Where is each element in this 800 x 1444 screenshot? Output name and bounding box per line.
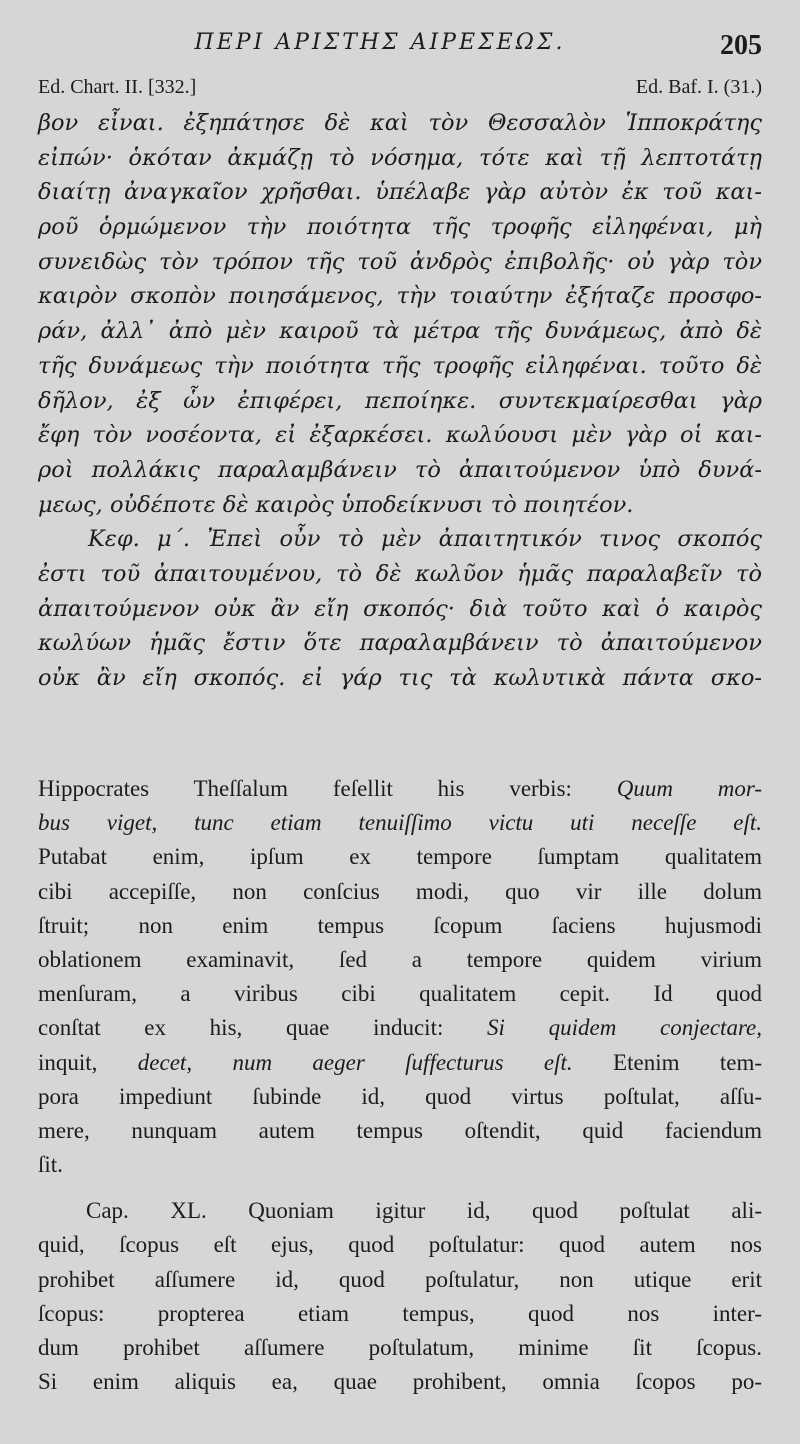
greek-line: εἰπών· ὁκόταν ἀκμάζῃ τὸ νόσημα, τότε καὶ τῇ λεπτοτάτῃ [38,144,762,171]
greek-line: ἔφη τὸν νοσέοντα, εἰ ἐξαρκέσει. κωλύουσι μὲν γὰρ οἱ και- [38,422,762,449]
edition-basel: Ed. Baf. I. (31.) [635,76,762,98]
latin-line: ſcopus: propterea etiam tempus, quod nos inter- [38,1300,762,1326]
greek-line: τῆς δυνάμεως τὴν ποιότητα τῆς τροφῆς εἰληφέναι. τοῦτο δὲ [38,352,762,379]
greek-line: ροῦ ὁρμώμενον τὴν ποιότητα τῆς τροφῆς εἰληφέναι, μὴ [38,214,762,241]
latin-text: Etenim tem- [572,1049,762,1075]
latin-line: pora impediunt ſubinde id, quod virtus poſtulat, aſſu- [38,1083,762,1109]
latin-line [38,1011,762,1045]
greek-line: μεως, οὐδέποτε δὲ καιρὸς ὑποδείκνυσι τὸ ποιητέον. [38,491,634,518]
latin-line: quid, ſcopus eſt ejus, quod poſtulatur: quod autem nos [38,1232,762,1258]
greek-line: συνειδὼς τὸν τρόπον τῆς τοῦ ἀνδρὸς ἐπιβολῆς· οὐ γὰρ τὸν [38,248,762,275]
latin-chapter-start: Cap. XL. Quoniam igitur id, quod poſtulat ali- [86,1198,762,1224]
greek-text-block [38,106,762,696]
greek-chapter-start: Κεφ. μ΄. Ἐπεὶ οὖν τὸ μὲν ἀπαιτητικόν τινος σκοπός [88,526,762,553]
edition-chartier: Ed. Chart. II. [332.] [38,76,197,98]
greek-line: ἐστι τοῦ ἀπαιτουμένου, τὸ δὲ κωλῦον ἡμᾶς παραλαβεῖν τὸ [38,560,762,587]
latin-line [38,806,762,840]
greek-line: καιρὸν σκοπὸν ποιησάμενος, τὴν τοιαύτην ἐξήταζε προσφο- [38,283,762,310]
running-title: ΠΕΡΙ ΑΡΙΣΤΗΣ ΑΙΡΕΣΕΩΣ. [194,30,566,55]
latin-line: ſit. [38,1152,63,1178]
latin-line: ſtruit; non enim tempus ſcopum ſaciens hujusmodi [38,912,762,938]
latin-line: dum prohibet aſſumere poſtulatum, minime ſit ſcopus. [38,1335,762,1360]
latin-line: Putabat enim, ipſum ex tempore ſumptam qualitatem [38,844,762,870]
latin-text: Hippocrates Theſſalum feſellit his verbis: [38,776,617,801]
greek-line: δῆλον, ἐξ ὧν ἐπιφέρει, πεποίηκε. συντεκμαίρεσθαι γὰρ [38,387,762,414]
latin-line: menſuram, a viribus cibi qualitatem cepit. Id quod [38,981,762,1007]
latin-line: prohibet aſſumere id, quod poſtulatur, non utique erit [38,1266,762,1292]
greek-line: ροὶ πολλάκις παραλαμβάνειν τὸ ἀπαιτούμενον ὑπὸ δυνά- [38,456,762,483]
greek-line: διαίτῃ ἀναγκαῖον χρῆσθαι. ὑπέλαβε γὰρ αὐτὸν ἐκ τοῦ και- [38,179,762,206]
latin-quote: decet, num aeger ſuffecturus eſt. [137,1049,573,1075]
latin-line: cibi accepiſſe, non conſcius modi, quo vir ille dolum [38,878,762,904]
latin-text: conſtat ex his, quae inducit: [38,1015,488,1041]
latin-line: oblationem examinavit, ſed a tempore quidem virium [38,946,762,972]
latin-quote: Quum mor- [616,776,762,801]
greek-line: κωλύων ἡμᾶς ἔστιν ὅτε παραλαμβάνειν τὸ ἀπαιτούμενον [38,630,762,657]
latin-quote: bus viget, tunc etiam tenuiſſimo victu uti neceſſe eſt. [38,810,762,836]
greek-line: ἀπαιτούμενον οὐκ ἂν εἴη σκοπός· διὰ τοῦτο καὶ ὁ καιρὸς [38,595,762,622]
latin-line: Si enim aliquis ea, quae prohibent, omnia ſcopos po- [38,1369,762,1395]
page-number: 205 [720,30,762,61]
latin-quote: Si quidem conjectare, [487,1015,762,1041]
latin-line: mere, nunquam autem tempus oſtendit, quid faciendum [38,1117,762,1143]
greek-line: βον εἶναι. ἐξηπάτησε δὲ καὶ τὸν Θεσσαλὸν Ἱπποκράτης [38,110,762,136]
latin-line [38,772,762,806]
edition-references [38,76,762,104]
greek-line: οὐκ ἂν εἴη σκοπός. εἰ γάρ τις τὰ κωλυτικὰ πάντα σκο- [38,665,762,691]
greek-line: ράν, ἀλλ᾽ ἀπὸ μὲν καιροῦ τὰ μέτρα τῆς δυνάμεως, ἀπὸ δὲ [38,318,762,345]
latin-text: inquit, [38,1049,138,1075]
latin-text-block [38,772,762,1399]
latin-line [38,1046,762,1080]
paragraph-gap [38,1182,762,1194]
